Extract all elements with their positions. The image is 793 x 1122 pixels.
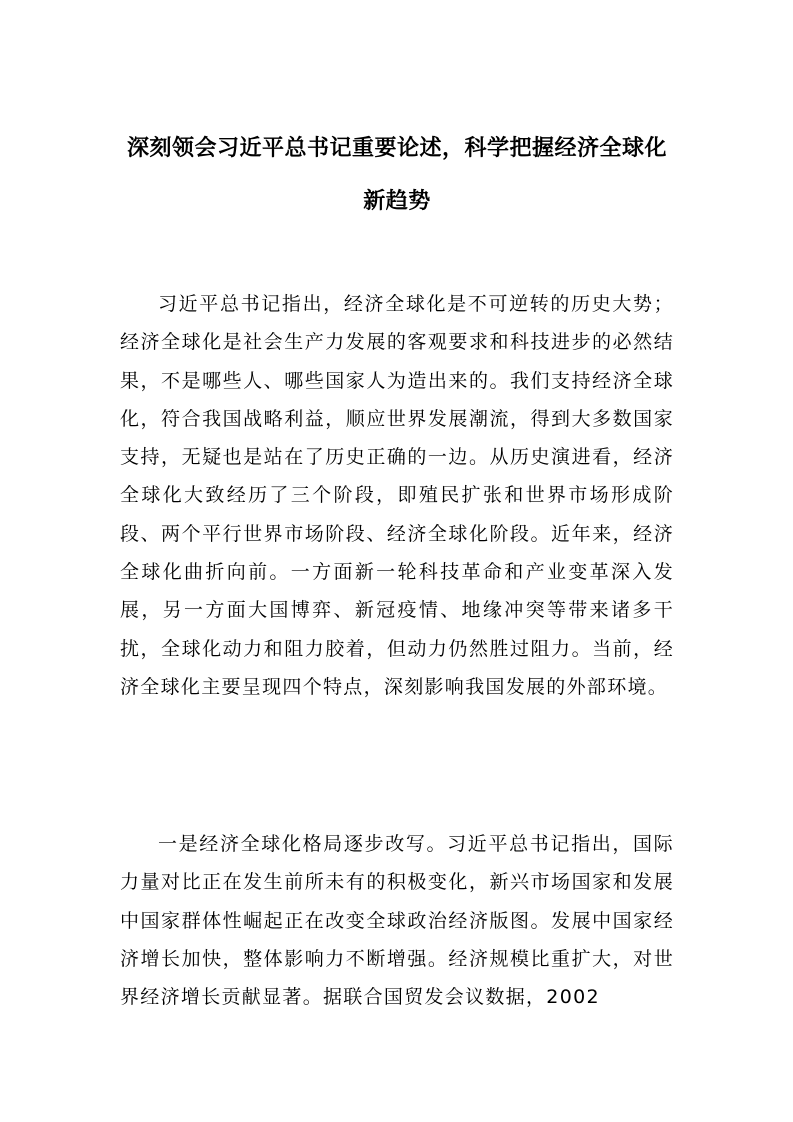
body-paragraph-2: 一是经济全球化格局逐步改写。习近平总书记指出，国际力量对比正在发生前所未有的积极变化，新兴市场国家和发展中国家群体性崛起正在改变全球政治经济版图。发展中国家经济增长加快，整体影响力不断增强。经济规模比重扩大，对世界经济增长贡献显著。据联合国贸发会议数据，2002 bbox=[120, 833, 674, 1009]
body-paragraph-1: 习近平总书记指出，经济全球化是不可逆转的历史大势；经济全球化是社会生产力发展的客观要求和科技进步的必然结果，不是哪些人、哪些国家人为造出来的。我们支持经济全球化，符合我国战略利益，顺应世界发展潮流，得到大多数国家支持，无疑也是站在了历史正确的一边。从历史演进看，经济全球化大致经历了三个阶段，即殖民扩张和世界市场形成阶段、两个平行世界市场阶段、经济全球化阶段。近年来，经济全球化曲折向前。一方面新一轮科技革命和产业变革深入发展，另一方面大国博弈、新冠疫情、地缘冲突等带来诸多干扰，全球化动力和阻力胶着，但动力仍然胜过阻力。当前，经济全球化主要呈现四个特点，深刻影响我国发展的外部环境。 bbox=[120, 293, 674, 698]
document-title: 深刻领会习近平总书记重要论述，科学把握经济全球化新趋势 bbox=[126, 136, 667, 214]
